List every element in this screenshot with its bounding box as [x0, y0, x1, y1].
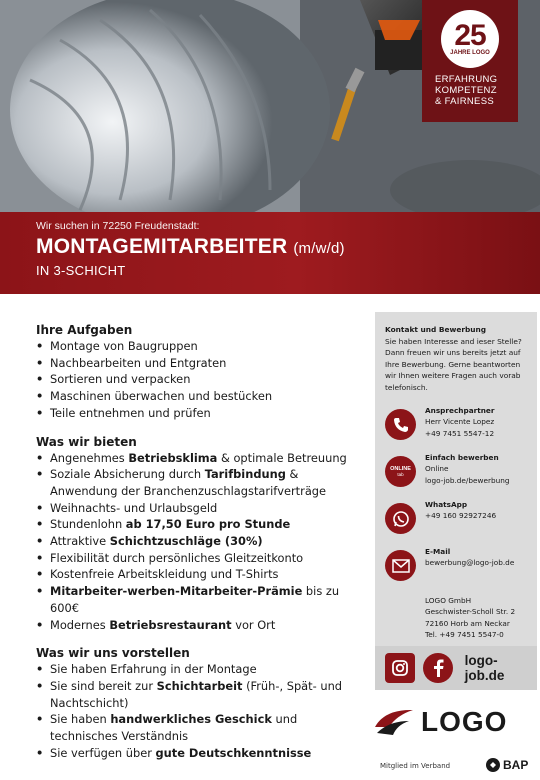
title-band: [0, 212, 540, 294]
contact-whatsapp[interactable]: [385, 499, 527, 534]
address-line: LOGO GmbH: [425, 596, 472, 605]
text-bold: Schichtzuschläge (30%): [109, 534, 263, 549]
anniversary-circle: [441, 10, 499, 68]
anniversary-number: 25: [454, 19, 486, 52]
text: Attraktive: [50, 534, 110, 549]
email-title: E-Mail: [425, 547, 451, 556]
requirements-list: [36, 661, 356, 761]
online-title: Einfach bewerben: [425, 453, 499, 462]
text: Angenehmes: [50, 450, 129, 465]
text: & optimale Betreuung: [217, 450, 347, 465]
anniversary-claims: [435, 74, 505, 107]
contact-intro: [385, 324, 527, 393]
main-content: [36, 322, 356, 773]
section-title: Was wir bieten: [36, 434, 137, 449]
logo-wordmark: LOGO: [421, 706, 508, 737]
claim-line: ERFAHRUNG: [435, 74, 498, 85]
email-address: bewerbung@logo-job.de: [425, 558, 515, 568]
list-item: [36, 533, 356, 550]
list-item: • Maschinen überwachen und bestücken: [36, 388, 356, 405]
instagram-icon[interactable]: [385, 653, 415, 683]
address-line: 72160 Horb am Neckar: [425, 618, 510, 628]
phone-icon: [385, 409, 416, 440]
hero-image: [0, 0, 540, 212]
list-item: • Montage von Baugruppen: [36, 338, 356, 355]
location-line: Wir suchen in 72250 Freudenstadt:: [36, 220, 200, 232]
text: Sie sind bereit zur: [50, 678, 157, 693]
text-bold: gute Deutschkenntnisse: [155, 745, 312, 760]
contact-phone[interactable]: [385, 405, 527, 440]
list-item: • Kostenfreie Arbeitskleidung und T-Shirts: [36, 566, 356, 583]
website-link[interactable]: logo-job.de: [464, 653, 505, 683]
contact-online[interactable]: [385, 452, 527, 487]
text: Modernes: [50, 617, 110, 632]
list-item: [36, 450, 356, 467]
bap-mark-icon: [486, 758, 500, 772]
task-list: [36, 338, 356, 422]
text: und technisches Verständnis: [50, 712, 298, 744]
shift-note: IN 3-SCHICHT: [36, 263, 126, 278]
logo-mark-icon: [375, 707, 413, 737]
text-bold: Schichtarbeit: [156, 678, 243, 693]
text-bold: Tarifbindung: [204, 467, 286, 482]
list-item: • Sortieren und verpacken: [36, 371, 356, 388]
text: Stundenlohn: [50, 517, 126, 532]
text: Soziale Absicherung durch: [50, 467, 205, 482]
whatsapp-title: WhatsApp: [425, 500, 468, 509]
text-bold: ab 17,50 Euro pro Stunde: [125, 517, 291, 532]
contact-email[interactable]: [385, 546, 527, 581]
list-item: [36, 745, 356, 762]
text-bold: Betriebsrestaurant: [109, 617, 232, 632]
company-address: [425, 595, 527, 641]
job-title: [36, 235, 540, 259]
section-title: Ihre Aufgaben: [36, 323, 133, 337]
company-logo: [375, 702, 535, 742]
text: & Anwendung der Branchenzuschlagstarifverträge: [50, 467, 327, 498]
list-item: [36, 516, 356, 533]
membership-note: Mitglied im Verband: [380, 762, 451, 770]
contact-title: Ansprechpartner: [425, 406, 495, 415]
anniversary-badge: [422, 0, 518, 122]
address-line: Geschwister-Scholl Str. 2: [425, 607, 516, 617]
section-title: Was wir uns vorstellen: [36, 646, 190, 661]
contact-name: Herr Vicente Lopez: [425, 417, 495, 427]
list-item: [36, 583, 356, 616]
text: Sie haben: [50, 712, 111, 727]
contact-email-text: [425, 546, 514, 569]
contact-intro-title: Kontakt und Bewerbung: [385, 325, 487, 334]
online-badge-sub: tab: [397, 472, 404, 477]
list-item: [36, 678, 356, 711]
facebook-icon[interactable]: [423, 653, 453, 683]
bap-text: BAP: [503, 758, 529, 772]
claim-line: & FAIRNESS: [435, 96, 494, 107]
online-badge-text: ONLINE: [390, 466, 411, 472]
text: Sie verfügen über: [50, 745, 156, 760]
contact-whatsapp-text: [425, 499, 496, 522]
list-item: [36, 711, 356, 744]
bap-logo: [486, 758, 528, 772]
contact-sidebar: [375, 312, 537, 646]
list-item: [36, 466, 356, 499]
list-item: • Teile entnehmen und prüfen: [36, 405, 356, 422]
contact-online-text: [425, 452, 509, 486]
claim-line: KOMPETENZ: [435, 85, 497, 96]
online-label: Online: [425, 464, 449, 474]
list-item: • Flexibilität durch persönliches Gleitzeitkonto: [36, 550, 356, 567]
anniversary-sub: JAHRE LOGO: [450, 50, 490, 56]
text-bold: handwerkliches Geschick: [110, 712, 272, 727]
list-item: • Weihnachts- und Urlaubsgeld: [36, 500, 356, 517]
text-bold: Betriebsklima: [128, 450, 218, 465]
benefits-list: [36, 450, 356, 634]
social-bar: [375, 646, 537, 690]
gender-note: (m/w/d): [293, 240, 345, 257]
text: (Früh-, Spät- und Nachtschicht): [50, 678, 343, 710]
online-apply-icon: [385, 456, 416, 487]
contact-number: +49 7451 5547-12: [425, 428, 495, 438]
section-aufgaben: [36, 322, 356, 422]
section-bieten: [36, 434, 356, 634]
mail-icon: [385, 550, 416, 581]
list-item: • Sie haben Erfahrung in der Montage: [36, 661, 356, 678]
online-url: logo-job.de/bewerbung: [425, 475, 510, 485]
whatsapp-number: +49 160 92927246: [425, 511, 497, 521]
whatsapp-icon: [385, 503, 416, 534]
address-line: Tel. +49 7451 5547-0: [425, 630, 504, 640]
list-item: [36, 617, 356, 634]
contact-intro-text: Sie haben Interesse and ieser Stelle? Dann freuen wir uns bereits jetzt auf Ihre Bewerbung. Gerne beantworten wir Ihnen weitere Fragen auch vorab telefonisch.: [385, 336, 522, 392]
list-item: • Nachbearbeiten und Entgraten: [36, 355, 356, 372]
text: vor Ort: [231, 617, 276, 632]
job-title-text: MONTAGEMITARBEITER: [36, 235, 288, 258]
text-bold: Mitarbeiter-werben-Mitarbeiter-Prämie: [50, 584, 303, 599]
text: bis zu 600€: [50, 584, 340, 615]
contact-phone-text: [425, 405, 494, 439]
section-vorstellen: [36, 645, 356, 761]
